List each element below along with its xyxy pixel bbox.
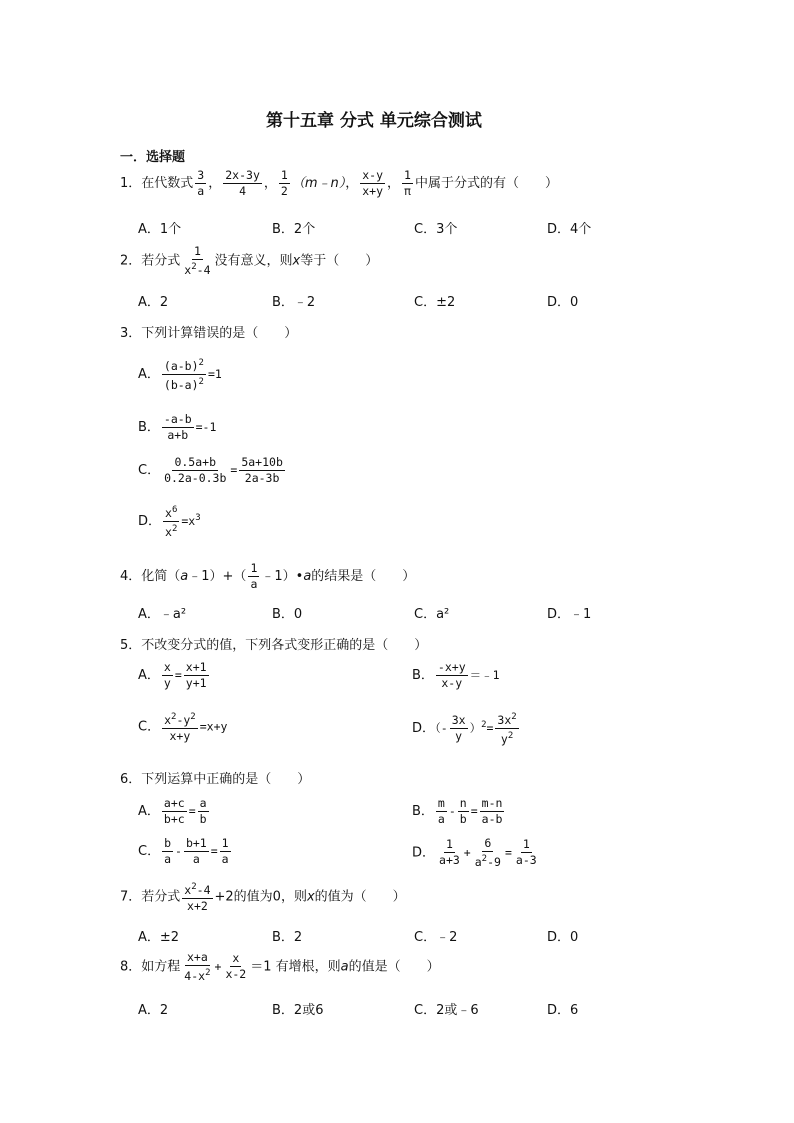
q5-option-c: C． $\frac{x^2-y^2}{x+y}$ =x+y [138, 712, 228, 743]
q8-option-c: C．2或﹣6 [414, 1003, 479, 1018]
q2-option-d: D．0 [547, 295, 579, 310]
q6-option-c: C． $\frac{b}{a}$ - $\frac{b+1}{a}$ = $\frac{1}{a}$ [138, 836, 229, 866]
q1-prefix: 在代数式 [141, 176, 194, 191]
q4-option-d: D．﹣1 [547, 607, 592, 622]
q3-option-d: D． $\frac{x^6}{x^2}$ $=x^3$ [138, 505, 201, 539]
q7-option-d: D．0 [547, 930, 579, 945]
question-8: 8．如方程 $\frac{x+a}{4-x^2}$ + $\frac{x}{x-2}$ ＝1 有增根，则a的值是（ ） [120, 950, 440, 983]
q2-option-b: B．﹣2 [272, 295, 316, 310]
q1-fraction-5: $\frac{1}{\pi}$ [404, 168, 411, 198]
q2-option-c: C．±2 [414, 295, 456, 310]
q4-option-b: B．0 [272, 607, 303, 622]
q1-fraction-3-tail: （m﹣n） [291, 176, 346, 191]
q3-option-a: A． $\frac{(a-b)^2}{(b-a)^2}$ =1 [138, 358, 222, 392]
q1-option-d: D．4个 [547, 222, 592, 237]
q6-option-d: D． $\frac{1}{a+3}$ + $\frac{6}{a^2-9}$ = $\frac{1}{a-3}$ [412, 836, 537, 869]
q8-option-d: D．6 [547, 1003, 579, 1018]
q5-option-b: B． $\frac{-x+y}{x-y}$ ＝﹣1 [412, 660, 500, 690]
q4-option-a: A．﹣a² [138, 607, 187, 622]
q1-fraction-4: $\frac{x-y}{x+y}$ [362, 168, 384, 198]
q6-option-b: B． $\frac{m}{a}$ - $\frac{n}{b}$ = $\frac{m-n}{a-b}$ [412, 796, 503, 826]
question-7: 7．若分式 $\frac{x^2-4}{x+2}$ +2的值为0，则x的值为（ ） [120, 882, 406, 913]
question-6: 6．下列运算中正确的是（ ） [120, 772, 311, 787]
q7-option-c: C．﹣2 [414, 930, 458, 945]
q5-option-d: D．（- $\frac{3x}{y}$ ）$^2$= $\frac{3x^2}{y^2}$ [412, 712, 517, 746]
q7-option-b: B．2 [272, 930, 303, 945]
q1-fraction-3: $\frac{1}{2}$ [280, 168, 288, 198]
section-heading: 一．选择题 [120, 150, 186, 165]
q3-option-c: C． $\frac{0.5a+b}{0.2a-0.3b}$ = $\frac{5a+10b}{2a-3b}$ [138, 455, 283, 485]
q8-option-b: B．2或6 [272, 1003, 324, 1018]
question-3: 3．下列计算错误的是（ ） [120, 326, 298, 341]
q1-suffix: 中属于分式的有（ ） [414, 176, 558, 191]
q5-option-a: A． $\frac{x}{y}$ = $\frac{x+1}{y+1}$ [138, 660, 207, 690]
q1-option-c: C．3个 [414, 222, 458, 237]
q1-fraction-2: $\frac{2x-3y}{4}$ [225, 168, 260, 198]
q4-option-c: C．a² [414, 607, 450, 622]
q1-fraction-1: $\frac{3}{a}$ [197, 168, 205, 198]
q1-option-a: A．1个 [138, 222, 182, 237]
question-4: 4．化简（a﹣1）+（ $\frac{1}{a}$ ﹣1）•a的结果是（ ） [120, 561, 416, 591]
question-2: 2．若分式 $\frac{1}{x^2-4}$ 没有意义，则x等于（ ） [120, 244, 379, 277]
q8-option-a: A．2 [138, 1003, 169, 1018]
q3-option-b: B． $\frac{-a-b}{a+b}$ =-1 [138, 412, 217, 442]
question-5: 5．不改变分式的值，下列各式变形正确的是（ ） [120, 638, 428, 653]
page-title: 第十五章 分式 单元综合测试 [266, 111, 482, 131]
q2-option-a: A．2 [138, 295, 169, 310]
q1-number: 1． [120, 176, 142, 191]
question-1: 1．在代数式 $\frac{3}{a}$ ， $\frac{2x-3y}{4}$ ， $\frac{1}{2}$ （m﹣n）， $\frac{x-y}{x+y}$ ， $\frac{1}{\pi}$ 中属于分式的有（ ） [120, 168, 558, 198]
q2-fraction: $\frac{1}{x^2-4}$ [184, 244, 211, 277]
q1-option-b: B．2个 [272, 222, 316, 237]
q6-option-a: A． $\frac{a+c}{b+c}$ = $\frac{a}{b}$ [138, 796, 207, 826]
q7-option-a: A．±2 [138, 930, 180, 945]
